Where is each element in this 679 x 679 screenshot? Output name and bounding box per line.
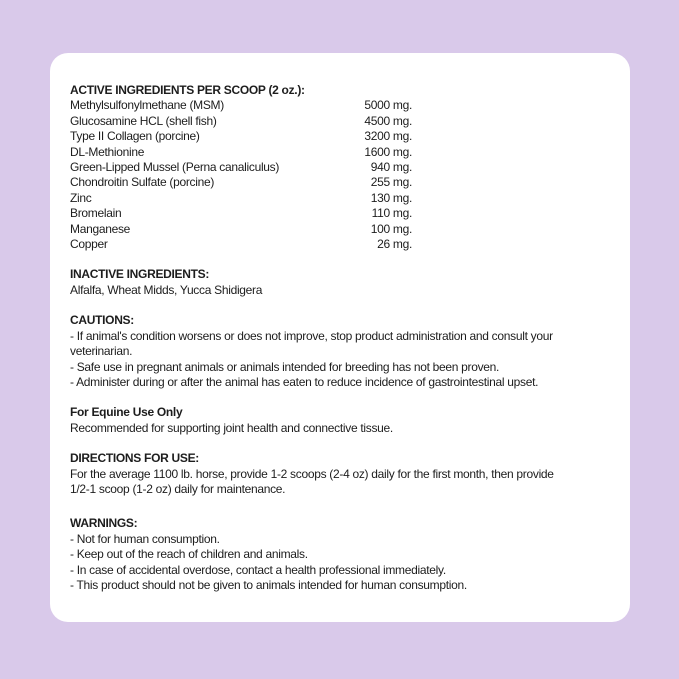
ingredient-name: Glucosamine HCL (shell fish) (70, 113, 217, 128)
ingredient-name: Green-Lipped Mussel (Perna canaliculus) (70, 160, 280, 175)
equine-use-section (70, 405, 610, 436)
ingredient-row (70, 145, 412, 160)
directions-line: For the average 1100 lb. horse, provide 1-2 scoops (2-4 oz) daily for the first month, then provide (70, 466, 554, 481)
ingredient-row (70, 191, 412, 206)
ingredient-name: Type II Collagen (porcine) (70, 129, 200, 144)
ingredient-amount: 940 mg. (370, 160, 412, 175)
ingredient-amount: 1600 mg. (364, 144, 412, 159)
ingredient-row (70, 114, 412, 129)
cautions-heading: CAUTIONS: (70, 313, 134, 328)
caution-line: veterinarian. (70, 344, 133, 359)
ingredient-row (70, 206, 412, 221)
directions-section (70, 451, 610, 497)
active-ingredients-heading: ACTIVE INGREDIENTS PER SCOOP (2 oz.): (70, 83, 305, 97)
inactive-ingredients-heading: INACTIVE INGREDIENTS: (70, 267, 210, 282)
warning-line: - This product should not be given to animals intended for human consumption. (70, 577, 467, 592)
ingredient-name: Chondroitin Sulfate (porcine) (70, 175, 215, 190)
equine-use-heading: For Equine Use Only (70, 405, 183, 420)
warnings-section (70, 516, 610, 593)
equine-use-text: Recommended for supporting joint health and connective tissue. (70, 420, 393, 435)
ingredient-row (70, 175, 412, 190)
ingredient-row (70, 129, 412, 144)
ingredient-amount: 255 mg. (370, 175, 412, 190)
ingredient-row (70, 160, 412, 175)
directions-line: 1/2-1 scoop (1-2 oz) daily for maintenance. (70, 481, 286, 496)
warnings-heading: WARNINGS: (70, 516, 138, 531)
ingredient-name: Zinc (70, 190, 92, 205)
warning-line: - In case of accidental overdose, contact a health professional immediately. (70, 562, 446, 577)
ingredient-amount: 110 mg. (371, 206, 412, 221)
directions-heading: DIRECTIONS FOR USE: (70, 451, 199, 466)
active-ingredients-section (70, 83, 610, 252)
ingredient-amount: 100 mg. (370, 221, 412, 236)
ingredient-amount: 3200 mg. (364, 129, 412, 144)
caution-line: - If animal's condition worsens or does not improve, stop product administration and consult your (70, 328, 553, 343)
warning-line: - Keep out of the reach of children and animals. (70, 547, 308, 562)
ingredient-row (70, 98, 412, 113)
caution-line: - Safe use in pregnant animals or animals intended for breeding has not been proven. (70, 359, 500, 374)
ingredient-amount: 4500 mg. (364, 113, 412, 128)
cautions-section (70, 313, 610, 390)
inactive-ingredients-text: Alfalfa, Wheat Midds, Yucca Shidigera (70, 282, 263, 297)
ingredient-amount: 130 mg. (370, 190, 412, 205)
caution-line: - Administer during or after the animal has eaten to reduce incidence of gastrointestinal upset. (70, 374, 539, 389)
ingredient-name: DL-Methionine (70, 144, 145, 159)
label-content (50, 53, 630, 593)
ingredient-name: Methylsulfonylmethane (MSM) (70, 98, 224, 113)
ingredient-row (70, 237, 412, 252)
inactive-ingredients-section (70, 267, 610, 298)
ingredient-name: Copper (70, 237, 108, 252)
warning-line: - Not for human consumption. (70, 531, 220, 546)
ingredient-amount: 5000 mg. (364, 98, 412, 113)
ingredient-amount: 26 mg. (377, 237, 412, 252)
label-card (50, 53, 630, 622)
ingredient-name: Manganese (70, 221, 131, 236)
ingredient-name: Bromelain (70, 206, 122, 221)
ingredient-row (70, 222, 412, 237)
